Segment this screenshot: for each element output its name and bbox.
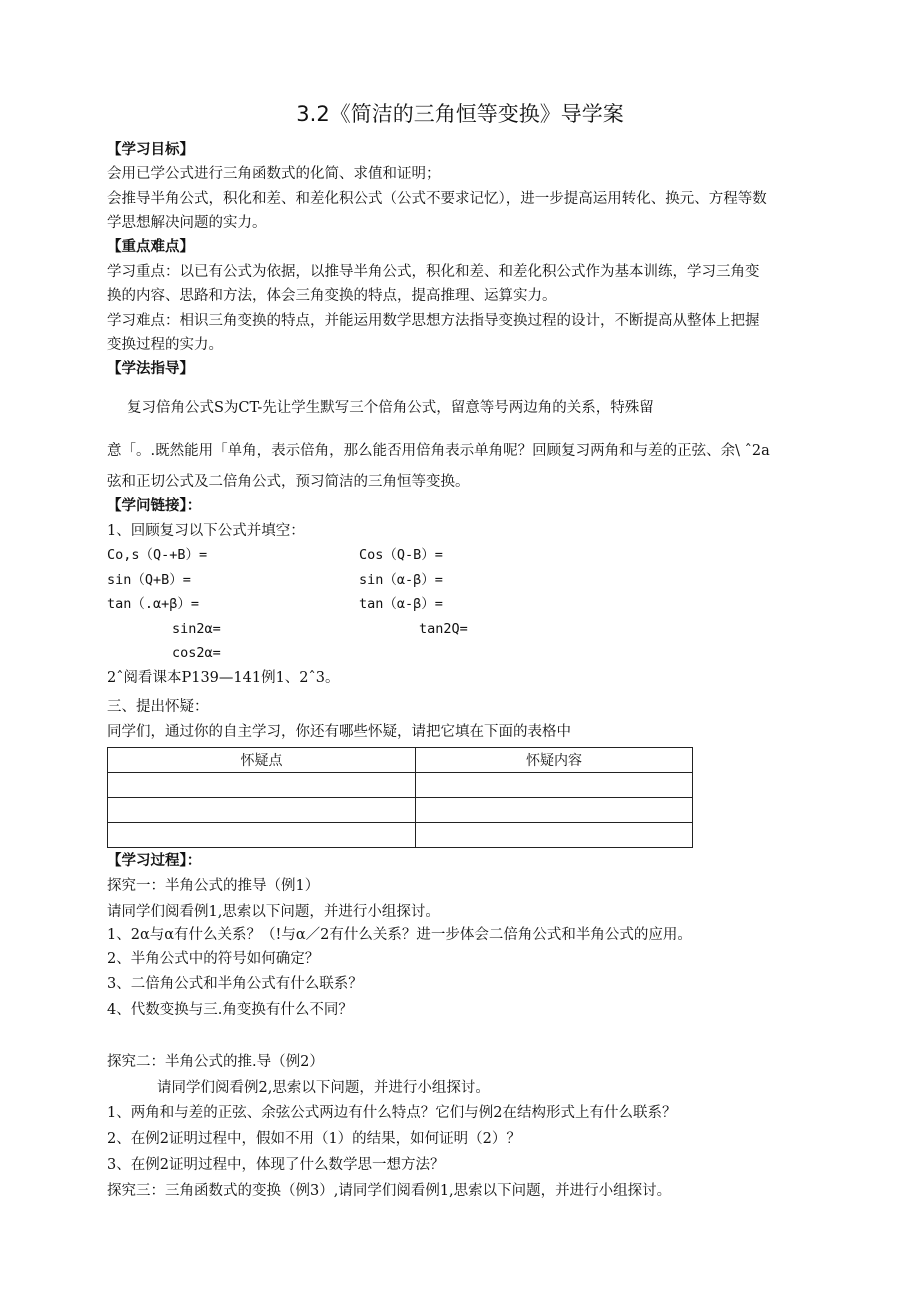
doubts-table (107, 747, 693, 848)
objectives-line: 学思想解决问题的实力。 (107, 215, 267, 231)
table-cell[interactable] (108, 798, 416, 823)
guide-line: 弦和正切公式及二倍角公式，预习简洁的三角恒等变换。 (107, 474, 470, 490)
formula-sin2a: sin2α= (172, 621, 221, 637)
explore2-intro: 请同学们阅看例2,思索以下问题，并进行小组探讨。 (157, 1080, 490, 1096)
objectives-heading: 【学习目标】 (107, 142, 194, 158)
guide-heading: 【学法指导】 (107, 361, 194, 377)
objectives-line: 会用已学公式进行三角函数式的化简、求值和证明； (107, 166, 441, 182)
formula-cos2a: cos2α= (172, 645, 221, 661)
formula-cos-diff: Cos（Q-B）= (359, 547, 443, 563)
explore2-item: 1、两角和与差的正弦、余弦公式两边有什么特点？它们与例2在结构形式上有什么联系？ (107, 1105, 677, 1121)
formula-cos-sum: Co,s（Q-+B）= (107, 547, 208, 563)
objectives-line: 会推导半角公式，积化和差、和差化积公式（公式不要求记忆），进一步提高运用转化、换元、方程等数 (107, 191, 767, 207)
explore2-item: 3、在例2证明过程中，体现了什么数学思一想方法？ (107, 1157, 445, 1173)
explore1-title: 探究一：半角公式的推导（例1） (107, 878, 320, 894)
table-cell[interactable] (416, 798, 693, 823)
explore1-intro: 请同学们阅看例1,思索以下问题，并进行小组探讨。 (107, 904, 440, 920)
explore3-line: 探究三：三角函数式的变换（例3）,请同学们阅看例1,思索以下问题，并进行小组探讨。 (107, 1183, 672, 1199)
doubts-intro: 同学们，通过你的自主学习，你还有哪些怀疑，请把它填在下面的表格中 (107, 724, 571, 740)
table-header-cell: 怀疑内容 (416, 748, 693, 773)
keypoints-line: 换的内容、思路和方法，体会三角变换的特点，提高推理、运算实力。 (107, 288, 557, 304)
keypoints-line: 变换过程的实力。 (107, 337, 223, 353)
table-row (108, 798, 693, 823)
guide-line: 意「。.既然能用「单角，表示倍角，那么能否用倍角表示单角呢？回顾复习两角和与差的正弦、余\ ˆ2a (107, 443, 770, 459)
explore2-title: 探究二：半角公式的推.导（例2） (107, 1054, 324, 1070)
guide-line: 复习倍角公式S为CT-先让学生默写三个倍角公式，留意等号两边角的关系，特殊留 (127, 400, 654, 416)
keypoints-line: 学习重点：以已有公式为依据，以推导半角公式，积化和差、和差化积公式作为基本训练，学习三角变 (107, 264, 760, 280)
explore2-item: 2、在例2证明过程中，假如不用（1）的结果，如何证明（2）？ (107, 1131, 521, 1147)
table-header-row (108, 748, 693, 773)
doubts-heading: 三、提出怀疑： (107, 699, 209, 715)
explore1-item: 3、二倍角公式和半角公式有什么联系？ (107, 976, 363, 992)
links-heading: 【学问链接】： (107, 498, 202, 514)
process-heading: 【学习过程】： (107, 853, 202, 869)
table-header-cell: 怀疑点 (108, 748, 416, 773)
formula-sin-diff: sin（α-β）= (359, 572, 443, 588)
keypoints-line: 学习难点：相识三角变换的特点，并能运用数学思想方法指导变换过程的设计，不断提高从整体上把握 (107, 313, 760, 329)
formula-sin-sum: sin（Q+B）= (107, 572, 191, 588)
table-cell[interactable] (108, 823, 416, 848)
formula-tan-sum: tan（.α+β）= (107, 596, 200, 612)
read-textbook: 2ˆ阅看课本P139—141例1、2ˆ3。 (107, 670, 340, 686)
formula-tan2a: tan2Q= (419, 621, 468, 637)
explore1-item: 2、半角公式中的符号如何确定？ (107, 951, 320, 967)
links-intro: 1、回顾复习以下公式并填空： (107, 523, 305, 539)
document-title: 3.2《简洁的三角恒等变换》导学案 (296, 102, 624, 126)
table-row (108, 773, 693, 798)
explore1-item: 1、2α与α有什么关系？（!与α／2有什么关系？进一步体会二倍角公式和半角公式的应用。 (107, 927, 692, 943)
explore1-item: 4、代数变换与三.角变换有什么不同？ (107, 1002, 353, 1018)
table-cell[interactable] (108, 773, 416, 798)
keypoints-heading: 【重点难点】 (107, 239, 194, 255)
formula-tan-diff: tan（α-β）= (359, 596, 443, 612)
table-cell[interactable] (416, 823, 693, 848)
table-cell[interactable] (416, 773, 693, 798)
table-row (108, 823, 693, 848)
